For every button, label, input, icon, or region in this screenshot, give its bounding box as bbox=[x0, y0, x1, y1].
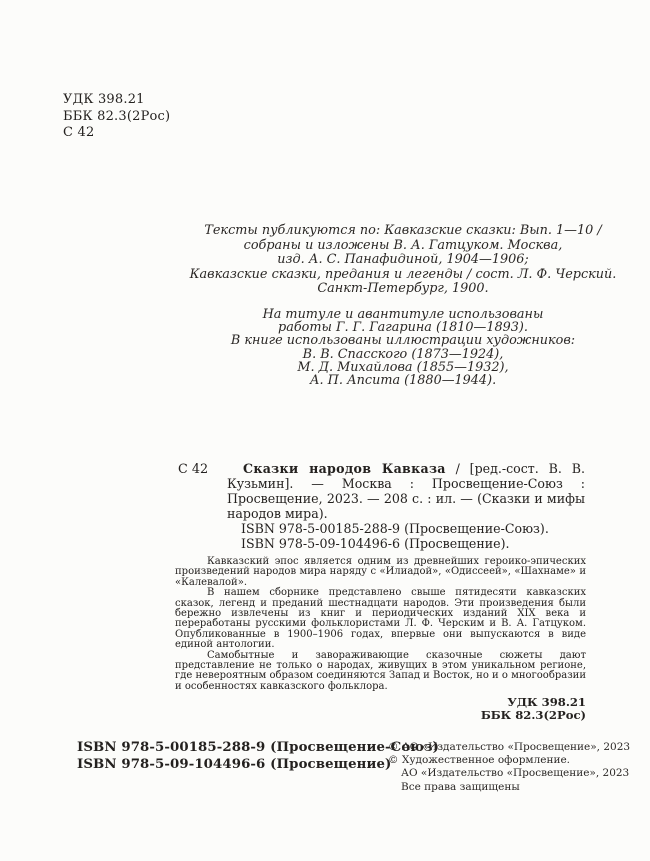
copyright-line: АО «Издательство «Просвещение», 2023 bbox=[401, 767, 630, 780]
footer-isbn-block bbox=[77, 740, 439, 773]
credits-note-line: На титуле и авантитуле использованы bbox=[262, 307, 544, 322]
catalog-card bbox=[175, 461, 586, 722]
credits-note-line: работы Г. Г. Гагарина (1810—1893). bbox=[278, 320, 528, 336]
udk-code: УДК 398.21 bbox=[63, 92, 145, 107]
card-bbk-code: ББК 82.3(2Рос) bbox=[480, 708, 586, 723]
card-author-sign: С 42 bbox=[178, 462, 209, 477]
source-note-line: Санкт-Петербург, 1900. bbox=[317, 281, 489, 297]
source-note-line: Кавказские сказки, предания и легенды / сост. Л. Ф. Черский. bbox=[189, 266, 617, 282]
credits-note-line: В книге использованы иллюстрации художников: bbox=[230, 333, 576, 349]
bbk-code: ББК 82.3(2Рос) bbox=[63, 108, 171, 124]
biblio-description-text: / [ред.-сост. В. В. Кузьмин]. — Москва : Просвещение-Союз : Просвещение, 2023. — 208 с. : ил. — (Сказки и мифы народов мира). bbox=[227, 461, 585, 521]
book-title: Сказки народов Кавказа bbox=[243, 461, 446, 476]
source-note-line: Тексты публикуются по: Кавказские сказки: Вып. 1—10 / bbox=[204, 223, 602, 238]
top-codes-block bbox=[63, 92, 170, 142]
copyright-line: © Художественное оформление. bbox=[388, 754, 571, 767]
biblio-description bbox=[227, 461, 585, 521]
credits-note-line: А. П. Апсита (1880—1944). bbox=[309, 373, 497, 389]
card-isbn-line: ISBN 978-5-00185-288-9 (Просвещение-Союз). bbox=[241, 521, 549, 536]
annotation-paragraph: В нашем сборнике представлено свыше пятидесяти кавказских сказок, легенд и преданий шестнадцати народов. Эти произведения были бережно извлечены из книг и периодических изданий XIX века и переработаны русскими фольклористами Л. Ф. Черским и В. А. Гатцуком. Опубликованные в 1900–1906 годах, впервые они выпускаются в виде единой антологии. bbox=[175, 587, 586, 651]
credits-note bbox=[153, 308, 650, 387]
copyright-line: Все права защищены bbox=[401, 780, 520, 793]
author-sign: С 42 bbox=[63, 125, 95, 140]
credits-note-line: М. Д. Михайлова (1855—1932), bbox=[297, 359, 509, 375]
annotation-paragraph: Самобытные и завораживающие сказочные сюжеты дают представление не только о народах, живущих в этом уникальном регионе, где невероятным образом соединяются Запад и Восток, но и о многообразии и особенностях кавказского фольклора. bbox=[175, 649, 586, 692]
footer-isbn-line: ISBN 978-5-00185-288-9 (Просвещение-Союз) bbox=[77, 740, 440, 755]
credits-note-line: В. В. Спасского (1873—1924), bbox=[302, 346, 504, 362]
annotation bbox=[175, 557, 586, 692]
copyright-block bbox=[388, 741, 630, 794]
source-note-line: собраны и изложены В. А. Гатцуком. Москва, bbox=[243, 237, 563, 253]
card-udk-code: УДК 398.21 bbox=[507, 695, 586, 710]
card-codes-block bbox=[175, 696, 586, 722]
card-isbn-line: ISBN 978-5-09-104496-6 (Просвещение). bbox=[241, 536, 510, 551]
annotation-paragraph: Кавказский эпос является одним из древнейших героико-эпических произведений народов мира наряду с «Илиадой», «Одиссеей», «Шахнаме» и «Калевалой». bbox=[175, 556, 586, 588]
card-isbn-list bbox=[241, 521, 586, 551]
footer-isbn-line: ISBN 978-5-09-104496-6 (Просвещение) bbox=[77, 756, 392, 772]
source-note-line: изд. А. С. Панафидиной, 1904—1906; bbox=[277, 252, 529, 268]
source-note bbox=[153, 224, 650, 297]
copyright-line: © АО «Издательство «Просвещение», 2023 bbox=[388, 741, 631, 753]
